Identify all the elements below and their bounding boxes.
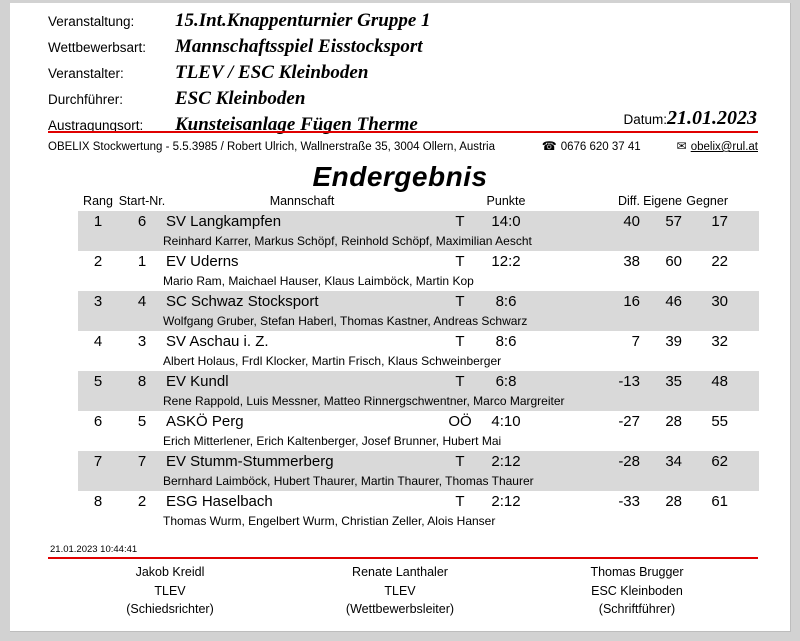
opp-cell: 17: [711, 213, 728, 230]
points-cell: 12:2: [491, 253, 521, 270]
region-cell: T: [455, 453, 465, 470]
players-cell: Erich Mitterlener, Erich Kaltenberger, Josef Brunner, Hubert Mai: [163, 434, 502, 448]
opp-cell: 55: [711, 413, 728, 430]
wettbewerbsart-label: Wettbewerbsart:: [48, 40, 147, 55]
veranstaltung-label: Veranstaltung:: [48, 14, 135, 29]
diff-cell: -27: [618, 413, 640, 430]
rank-cell: 3: [93, 293, 103, 310]
rank-cell: 7: [93, 453, 103, 470]
signature-wettbewerbsleiter: [300, 563, 500, 619]
email-link[interactable]: obelix@rul.at: [690, 141, 758, 153]
signature-org: ESC Kleinboden: [591, 583, 683, 598]
table-row: [78, 491, 759, 531]
own-cell: 46: [665, 293, 682, 310]
startnr-cell: 1: [137, 253, 147, 270]
table-header-row: [78, 194, 759, 211]
signature-name: Thomas Brugger: [590, 565, 684, 579]
region-cell: T: [455, 493, 465, 510]
region-cell: T: [455, 293, 465, 310]
date-block: [623, 107, 757, 130]
points-cell: 4:10: [491, 413, 521, 430]
signature-org: TLEV: [384, 583, 416, 598]
own-cell: 28: [665, 493, 682, 510]
red-divider-bottom: [48, 557, 758, 559]
own-cell: 34: [665, 453, 682, 470]
players-cell: Bernhard Laimböck, Hubert Thaurer, Martin Thaurer, Thomas Thaurer: [163, 474, 534, 488]
print-timestamp: 21.01.2023 10:44:41: [50, 544, 138, 555]
team-cell: ESG Haselbach: [166, 493, 273, 510]
phone-icon: ☎: [541, 139, 557, 153]
veranstalter-value: TLEV / ESC Kleinboden: [175, 62, 369, 83]
points-cell: 8:6: [495, 293, 517, 310]
diff-cell: 7: [631, 333, 640, 350]
signature-role: (Wettbewerbsleiter): [345, 602, 455, 616]
col-header-rang: Rang: [83, 194, 113, 208]
team-cell: EV Kundl: [166, 373, 229, 390]
rank-cell: 4: [93, 333, 103, 350]
team-cell: EV Uderns: [166, 253, 239, 270]
col-header-mannschaft: Mannschaft: [269, 194, 335, 208]
col-header-gegner: Gegner: [686, 194, 728, 208]
signature-name: Renate Lanthaler: [352, 565, 448, 579]
opp-cell: 61: [711, 493, 728, 510]
veranstalter-label: Veranstalter:: [48, 66, 124, 81]
austragungsort-label: Austragungsort:: [48, 118, 144, 133]
points-cell: 8:6: [495, 333, 517, 350]
phone-number: 0676 620 37 41: [560, 141, 641, 153]
region-cell: T: [455, 253, 465, 270]
durchfuehrer-label: Durchführer:: [48, 92, 124, 107]
col-header-eigene: Eigene: [643, 194, 682, 208]
table-row: [78, 251, 759, 291]
diff-cell: -13: [618, 373, 640, 390]
meta-row-wettbewerbsart: [48, 36, 608, 62]
diff-cell: -33: [618, 493, 640, 510]
region-cell: T: [455, 373, 465, 390]
opp-cell: 32: [711, 333, 728, 350]
opp-cell: 30: [711, 293, 728, 310]
startnr-cell: 5: [137, 413, 147, 430]
own-cell: 57: [665, 213, 682, 230]
phone-block: [542, 139, 641, 153]
veranstaltung-value: 15.Int.Knappenturnier Gruppe 1: [175, 10, 431, 31]
region-cell: OÖ: [448, 413, 472, 430]
rank-cell: 1: [93, 213, 103, 230]
own-cell: 35: [665, 373, 682, 390]
meta-row-durchfuehrer: [48, 88, 608, 114]
signature-schriftfuehrer: [537, 563, 737, 619]
col-header-startnr: Start-Nr.: [118, 194, 166, 208]
signature-role: (Schriftführer): [598, 602, 676, 616]
diff-cell: 40: [623, 213, 640, 230]
startnr-cell: 3: [137, 333, 147, 350]
email-block: [677, 139, 758, 153]
date-value: 21.01.2023: [667, 107, 757, 129]
rank-cell: 6: [93, 413, 103, 430]
red-divider-top: [48, 131, 758, 133]
software-info: OBELIX Stockwertung - 5.5.3985 / Robert Ulrich, Wallnerstraße 35, 3004 Ollern, Austria: [48, 141, 496, 153]
col-header-punkte: Punkte: [486, 194, 526, 208]
results-table: [78, 194, 759, 531]
own-cell: 60: [665, 253, 682, 270]
players-cell: Rene Rappold, Luis Messner, Matteo Rinnergschwentner, Marco Margreiter: [163, 394, 565, 408]
own-cell: 28: [665, 413, 682, 430]
meta-row-austragungsort: [48, 114, 608, 140]
table-row: [78, 291, 759, 331]
diff-cell: 38: [623, 253, 640, 270]
envelope-icon: ✉: [676, 139, 687, 153]
wettbewerbsart-value: Mannschaftsspiel Eisstocksport: [175, 36, 423, 57]
signature-org: TLEV: [154, 583, 186, 598]
event-meta-block: [48, 10, 608, 140]
austragungsort-value: Kunsteisanlage Fügen Therme: [175, 114, 418, 135]
team-cell: EV Stumm-Stummerberg: [166, 453, 334, 470]
team-cell: ASKÖ Perg: [166, 413, 244, 430]
team-cell: SV Langkampfen: [166, 213, 282, 230]
players-cell: Albert Holaus, Frdl Klocker, Martin Frisch, Klaus Schweinberger: [163, 354, 502, 368]
date-label: Datum:: [623, 112, 667, 127]
startnr-cell: 4: [137, 293, 147, 310]
own-cell: 39: [665, 333, 682, 350]
table-row: [78, 451, 759, 491]
startnr-cell: 6: [137, 213, 147, 230]
meta-row-veranstaltung: [48, 10, 608, 36]
table-row: [78, 411, 759, 451]
region-cell: T: [455, 213, 465, 230]
table-row: [78, 371, 759, 411]
startnr-cell: 2: [137, 493, 147, 510]
signature-name: Jakob Kreidl: [135, 565, 205, 579]
table-row: [78, 211, 759, 251]
rank-cell: 2: [93, 253, 103, 270]
diff-cell: -28: [618, 453, 640, 470]
opp-cell: 48: [711, 373, 728, 390]
diff-cell: 16: [623, 293, 640, 310]
opp-cell: 22: [711, 253, 728, 270]
points-cell: 6:8: [495, 373, 517, 390]
team-cell: SC Schwaz Stocksport: [166, 293, 319, 310]
players-cell: Mario Ram, Maichael Hauser, Klaus Laimböck, Martin Kop: [163, 274, 474, 288]
report-page: [10, 3, 791, 632]
region-cell: T: [455, 333, 465, 350]
startnr-cell: 8: [137, 373, 147, 390]
durchfuehrer-value: ESC Kleinboden: [175, 88, 306, 109]
rank-cell: 8: [93, 493, 103, 510]
signature-schiedsrichter: [70, 563, 270, 619]
points-cell: 14:0: [491, 213, 521, 230]
meta-row-veranstalter: [48, 62, 608, 88]
players-cell: Thomas Wurm, Engelbert Wurm, Christian Zeller, Alois Hanser: [163, 514, 496, 528]
players-cell: Wolfgang Gruber, Stefan Haberl, Thomas Kastner, Andreas Schwarz: [163, 314, 528, 328]
col-header-diff: Diff.: [618, 194, 640, 208]
table-row: [78, 331, 759, 371]
signature-role: (Schiedsrichter): [126, 602, 214, 616]
opp-cell: 62: [711, 453, 728, 470]
points-cell: 2:12: [491, 493, 521, 510]
team-cell: SV Aschau i. Z.: [166, 333, 269, 350]
page-title: Endergebnis: [312, 161, 488, 192]
contact-line: [48, 139, 758, 153]
players-cell: Reinhard Karrer, Markus Schöpf, Reinhold Schöpf, Maximilian Aescht: [163, 234, 532, 248]
startnr-cell: 7: [137, 453, 147, 470]
rank-cell: 5: [93, 373, 103, 390]
points-cell: 2:12: [491, 453, 521, 470]
